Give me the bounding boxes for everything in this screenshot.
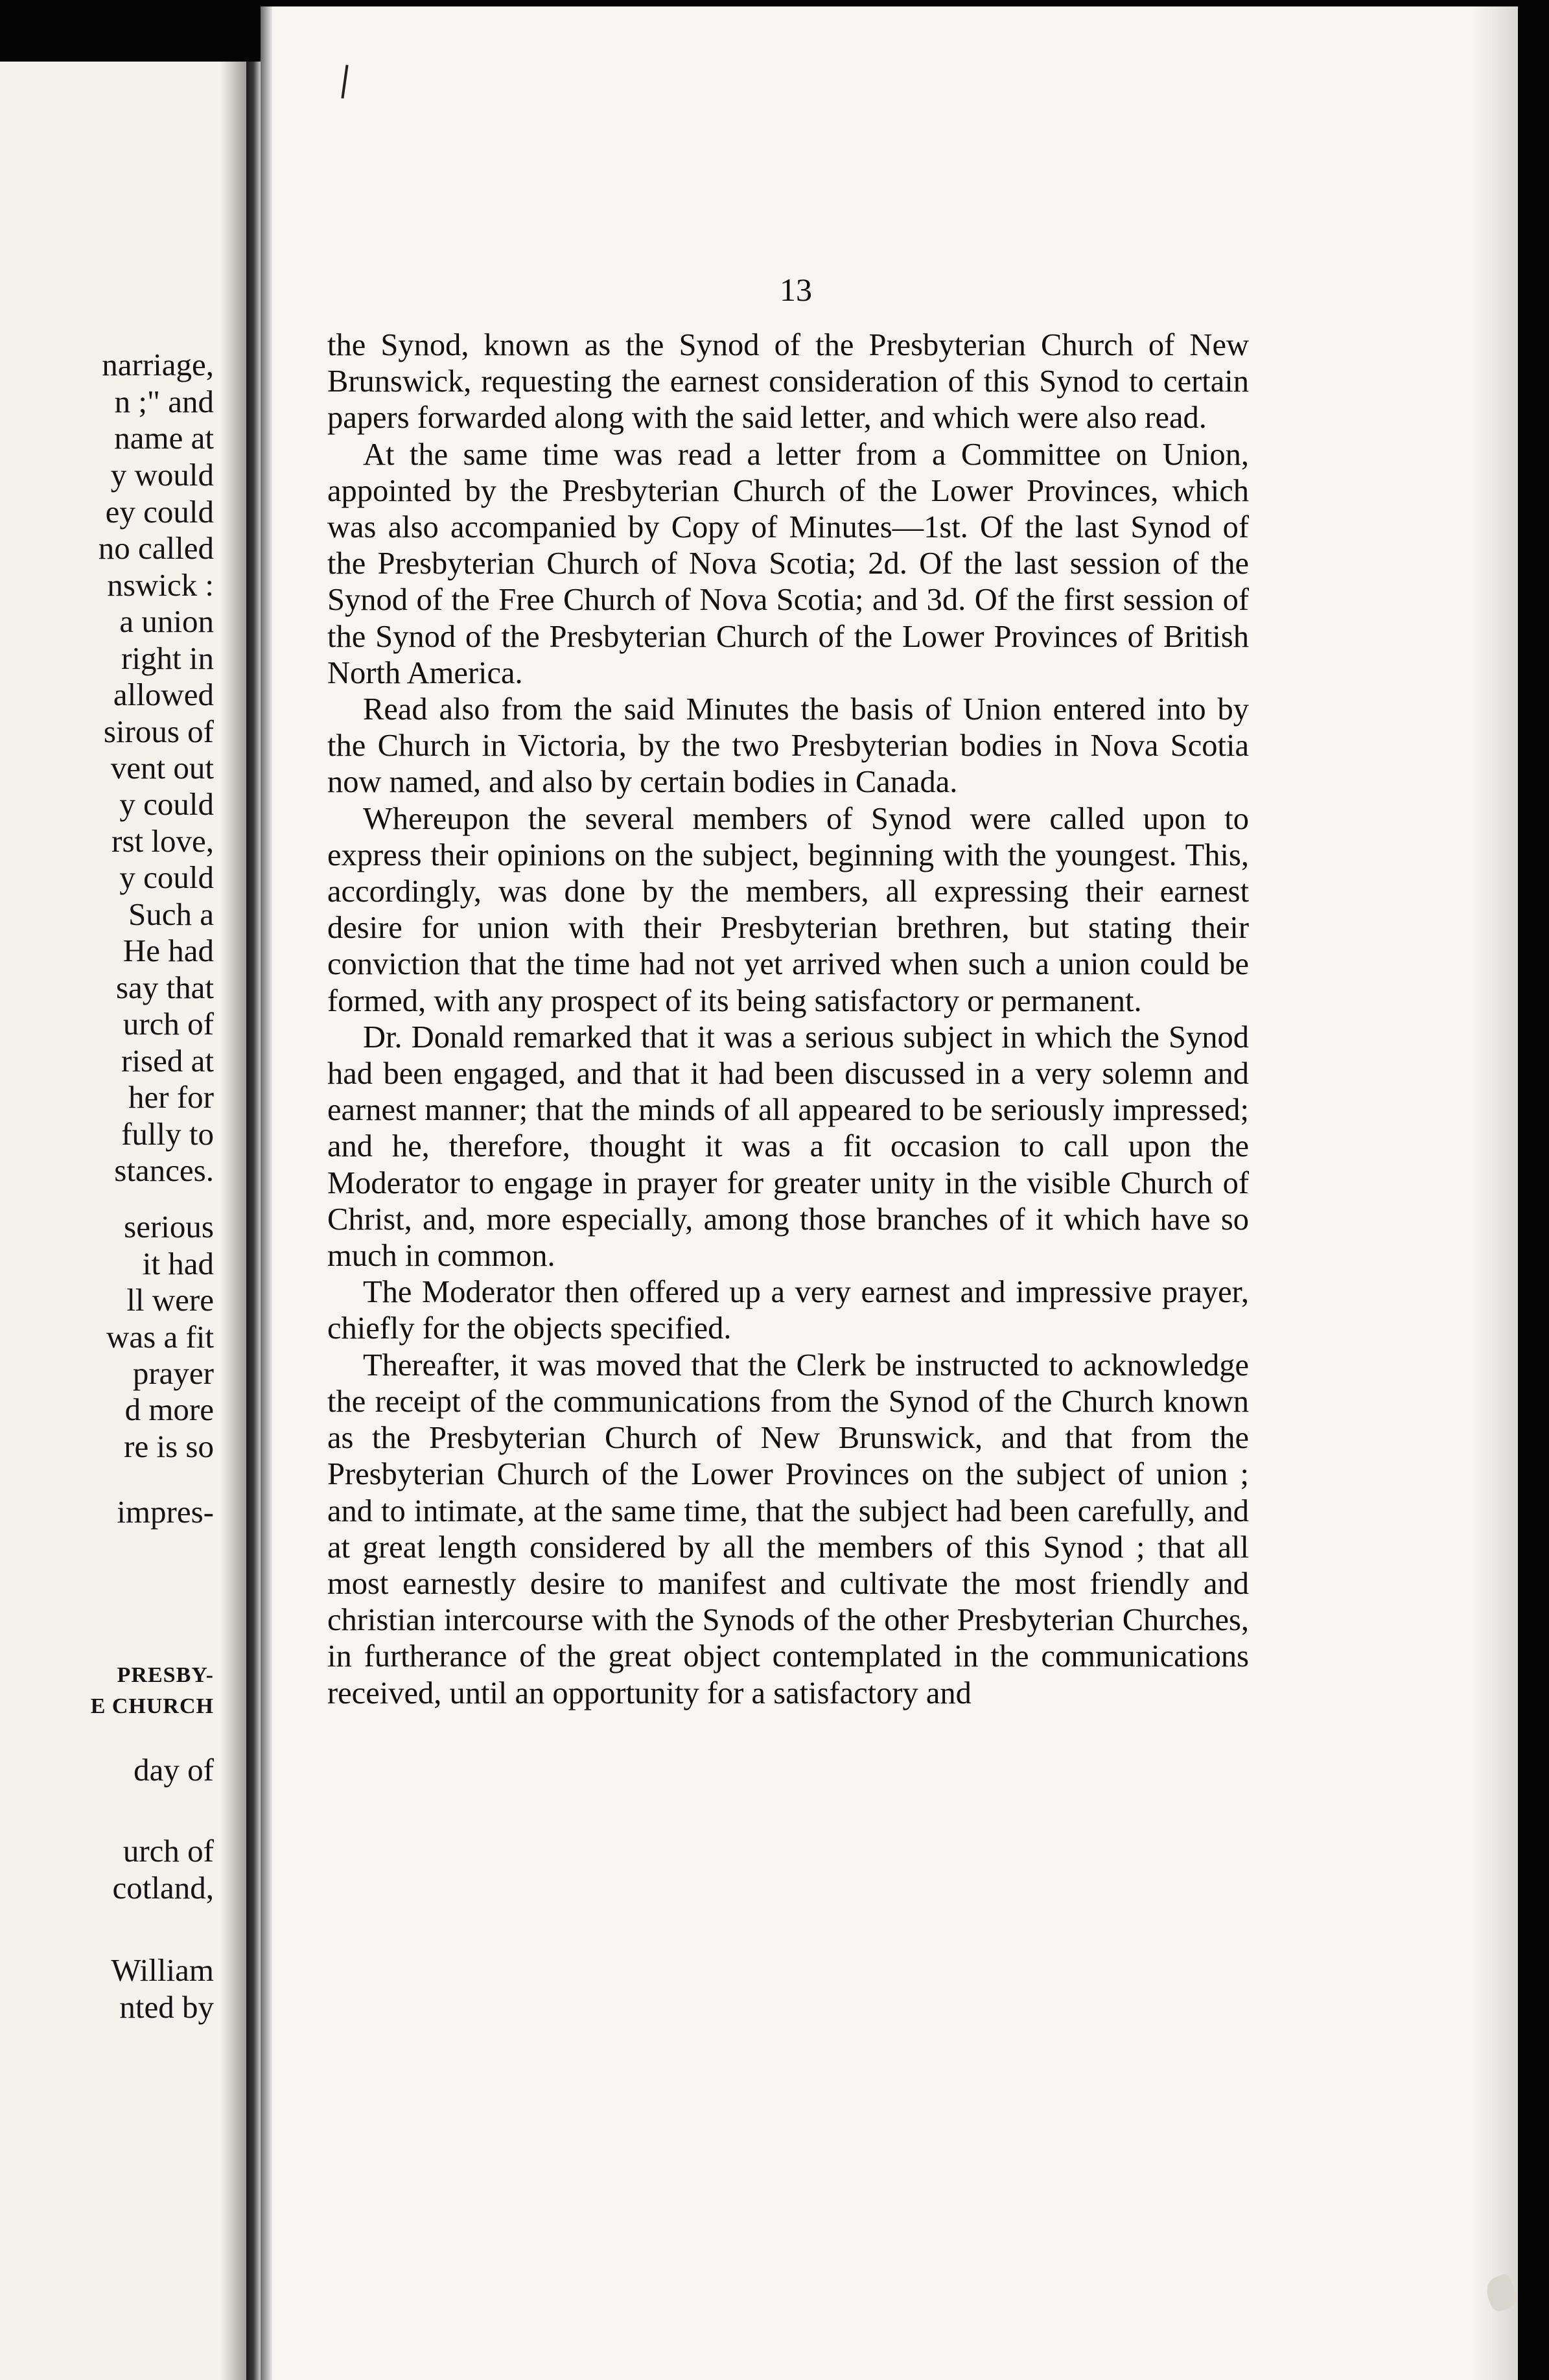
left-page-line: ey could xyxy=(105,494,214,530)
left-page-line: say that xyxy=(115,970,214,1005)
left-page-line: fully to xyxy=(121,1116,214,1152)
left-page-line: right in xyxy=(121,640,214,676)
left-page-line: E CHURCH xyxy=(90,1694,214,1718)
left-page-line: d more xyxy=(124,1392,214,1427)
left-page-line: y could xyxy=(119,786,214,822)
left-page-line: ll were xyxy=(126,1282,214,1318)
left-page-line: urch of xyxy=(122,1006,214,1042)
left-page-line: n ;" and xyxy=(114,384,214,419)
left-page-line: impres- xyxy=(117,1494,214,1530)
left-page-line: William xyxy=(111,1952,214,1988)
left-page-line: y could xyxy=(119,859,214,895)
body-text xyxy=(327,327,1249,1712)
left-page-line: prayer xyxy=(132,1355,214,1391)
left-page-line: her for xyxy=(128,1079,214,1115)
left-page-line: serious xyxy=(124,1209,214,1244)
paragraph-moderator-prayer: The Moderator then offered up a very earnest and impressive prayer, chiefly for the objects specified. xyxy=(327,1275,1249,1346)
paragraph-clerk-motion: Thereafter, it was moved that the Clerk be instructed to acknowledge the receipt of the communications from the Synod of the Church known as the Presbyterian Church of New Brunswick, and that from the Presbyterian Church of the Lower Provinces on the subject of union ; and to intimate, at the same time, that the subject had been carefully, and at great length considered by all the members of this Synod ; that all most earnestly desire to manifest and cultivate the most friendly and christian intercourse with the Synods of the other Presbyterian Churches, in furtherance of the great object contemplated in the communications received, until an opportunity for a satisfactory and xyxy=(327,1348,1249,1710)
left-page-line: cotland, xyxy=(112,1870,214,1906)
left-page-line: day of xyxy=(134,1752,214,1788)
left-page-line: vent out xyxy=(110,750,214,786)
left-page-line: re is so xyxy=(124,1429,214,1464)
left-page-line: it had xyxy=(142,1246,214,1281)
left-page-line: PRESBY- xyxy=(117,1663,214,1687)
left-page-line: y would xyxy=(110,457,214,493)
paragraph-members-opinions: Whereupon the several members of Synod were called upon to express their opinions on the subject, beginning with the youngest. This, accordingly, was done by the members, all expressing their earnest desire for union with their Presbyterian brethren, but stating their conviction that the time had not yet arrived when such a union could be formed, with any prospect of its being satisfactory or permanent. xyxy=(327,801,1249,1018)
right-page-edge-shadow xyxy=(1473,6,1518,2380)
page-number: 13 xyxy=(780,272,812,308)
page-binding-edge xyxy=(261,6,272,2380)
left-page-edge xyxy=(0,62,246,2380)
left-page-line: He had xyxy=(122,933,214,968)
paragraph-committee-letter: At the same time was read a letter from a Committee on Union, appointed by the Presbyterian Church of the Lower Provinces, which was also accompanied by Copy of Minutes—1st. Of the last Synod of the Presbyterian Church of Nova Scotia; 2d. Of the last session of the Synod of the Free Church of Nova Scotia; and 3d. Of the first session of the Synod of the Presbyterian Church of the Lower Provinces of British North America. xyxy=(327,437,1249,690)
paragraph-continued: the Synod, known as the Synod of the Presbyterian Church of New Brunswick, requesting the earnest consideration of this Synod to certain papers forwarded along with the said letter, and which were also read. xyxy=(327,328,1249,436)
left-page-line: no called xyxy=(98,530,214,566)
left-page-line: was a fit xyxy=(106,1319,214,1355)
paragraph-dr-donald: Dr. Donald remarked that it was a serious subject in which the Synod had been engaged, and that it had been discussed in a very solemn and earnest manner; that the minds of all appeared to be seriously impressed; and he, therefore, thought it was a fit occasion to call upon the Moderator to engage in prayer for greater unity in the visible Church of Christ, and, more especially, among those branches of it which have so much in common. xyxy=(327,1020,1249,1274)
left-page-line: name at xyxy=(114,420,214,456)
left-page-line: rised at xyxy=(121,1043,214,1079)
left-page-line: rst love, xyxy=(111,823,214,859)
left-page-line: stances. xyxy=(114,1152,214,1188)
left-page-line: Such a xyxy=(128,896,214,932)
left-page-line: narriage, xyxy=(102,347,214,382)
left-page-line: sirous of xyxy=(103,714,214,749)
left-page-line: a union xyxy=(119,603,214,639)
spine-gutter xyxy=(246,62,261,2380)
paragraph-basis-of-union: Read also from the said Minutes the basis of Union entered into by the Church in Victoria, by the two Presbyterian bodies in Nova Scotia now named, and also by certain bodies in Canada. xyxy=(327,692,1249,800)
left-page-gutter-shadow xyxy=(220,62,246,2380)
left-page-line: nted by xyxy=(119,1989,214,2025)
left-page-line: urch of xyxy=(122,1833,214,1869)
left-page-line: allowed xyxy=(113,677,214,712)
left-page-line: nswick : xyxy=(107,567,214,603)
